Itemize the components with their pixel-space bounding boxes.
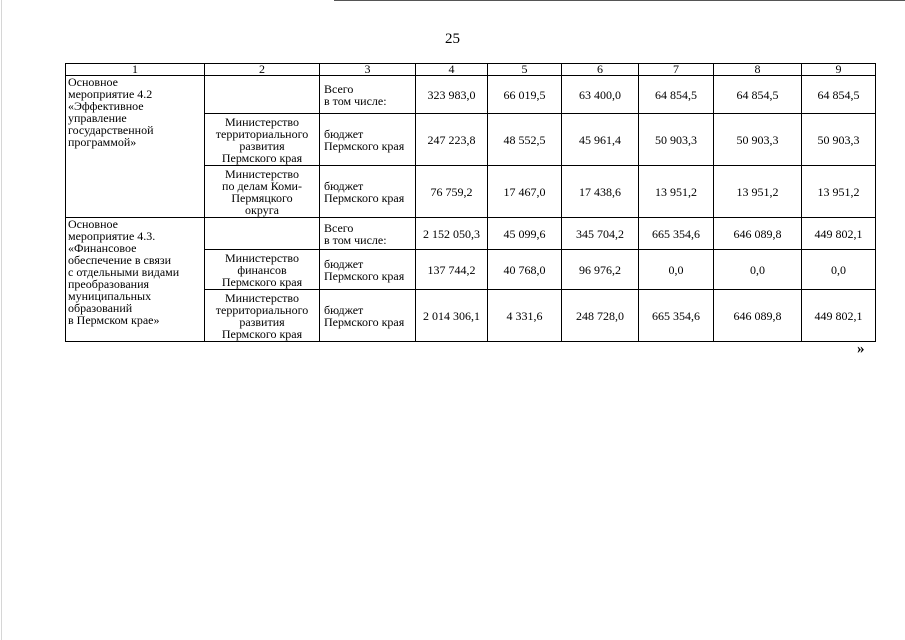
cell-line: Министерство (225, 114, 299, 129)
value-cell: 64 854,5 (802, 76, 876, 114)
cell-line: Всего (324, 81, 354, 96)
table-row (66, 218, 876, 250)
page-number: 25 (445, 31, 460, 47)
cell-line: территориального (215, 126, 309, 141)
value-cell: 2 014 306,1 (416, 290, 488, 342)
cell-line: в Пермском крае» (68, 313, 160, 327)
cell-line: Пермяцкого (231, 190, 293, 205)
cell-line: Министерство (225, 250, 299, 265)
cell-line: Пермского края (221, 274, 303, 289)
executor-cell (205, 76, 320, 114)
value-cell: 63 400,0 (562, 76, 639, 114)
cell-line: Пермского края (324, 314, 405, 329)
value-cell: 48 552,5 (488, 114, 562, 166)
value-cell: 40 768,0 (488, 250, 562, 290)
column-header: 6 (562, 64, 639, 76)
value-cell: 449 802,1 (802, 290, 876, 342)
cell-line: бюджет (324, 302, 364, 317)
cell-line: бюджет (324, 126, 364, 141)
cell-line: муниципальных (68, 289, 152, 303)
measure-cell (66, 218, 205, 342)
column-header: 8 (714, 64, 802, 76)
cell-line: развития (239, 314, 285, 329)
value-cell: 2 152 050,3 (416, 218, 488, 250)
cell-line: Пермского края (324, 190, 405, 205)
cell-line: с отдельными видами (68, 265, 180, 279)
column-header: 7 (639, 64, 714, 76)
value-cell: 76 759,2 (416, 166, 488, 218)
column-header: 9 (802, 64, 876, 76)
source-cell (320, 114, 416, 166)
value-cell: 66 019,5 (488, 76, 562, 114)
cell-line: Основное (68, 75, 118, 89)
cell-line: развития (239, 138, 285, 153)
value-cell: 449 802,1 (802, 218, 876, 250)
value-cell: 0,0 (639, 250, 714, 290)
value-cell: 665 354,6 (639, 290, 714, 342)
cell-line: управление (68, 111, 127, 125)
value-cell: 13 951,2 (802, 166, 876, 218)
cell-line: Пермского края (221, 326, 303, 341)
value-cell: 665 354,6 (639, 218, 714, 250)
cell-line: бюджет (324, 178, 364, 193)
budget-table (65, 63, 876, 342)
value-cell: 17 467,0 (488, 166, 562, 218)
cell-line: образований (68, 301, 133, 315)
value-cell: 248 728,0 (562, 290, 639, 342)
executor-cell (205, 114, 320, 166)
value-cell: 96 976,2 (562, 250, 639, 290)
cell-line: Министерство (225, 290, 299, 305)
cell-line: мероприятие 4.3. (68, 229, 156, 243)
column-header: 2 (205, 64, 320, 76)
column-header: 4 (416, 64, 488, 76)
cell-line: в том числе: (324, 93, 387, 108)
value-cell: 0,0 (714, 250, 802, 290)
measure-cell (66, 76, 205, 218)
scan-edge-line (1, 0, 2, 640)
source-cell (320, 250, 416, 290)
value-cell: 323 983,0 (416, 76, 488, 114)
cell-line: Пермского края (221, 150, 303, 165)
cell-line: по делам Коми- (222, 178, 302, 193)
executor-cell (205, 218, 320, 250)
value-cell: 64 854,5 (714, 76, 802, 114)
cell-line: в том числе: (324, 232, 387, 247)
closing-quote-mark: » (857, 341, 865, 357)
cell-line: Пермского края (324, 268, 405, 283)
cell-line: территориального (215, 302, 309, 317)
cell-line: мероприятие 4.2 (68, 87, 153, 101)
value-cell: 646 089,8 (714, 290, 802, 342)
table-row (66, 76, 876, 114)
value-cell: 13 951,2 (714, 166, 802, 218)
cell-line: преобразования (68, 277, 150, 291)
value-cell: 50 903,3 (639, 114, 714, 166)
value-cell: 13 951,2 (639, 166, 714, 218)
value-cell: 137 744,2 (416, 250, 488, 290)
value-cell: 45 961,4 (562, 114, 639, 166)
value-cell: 50 903,3 (714, 114, 802, 166)
value-cell: 345 704,2 (562, 218, 639, 250)
cell-line: обеспечение в связи (68, 253, 172, 267)
executor-cell (205, 250, 320, 290)
cell-line: «Эффективное (68, 99, 144, 113)
value-cell: 17 438,6 (562, 166, 639, 218)
source-cell (320, 76, 416, 114)
source-cell (320, 290, 416, 342)
cell-line: финансов (237, 262, 287, 277)
cell-line: Пермского края (324, 138, 405, 153)
cell-line: округа (245, 202, 279, 217)
value-cell: 646 089,8 (714, 218, 802, 250)
value-cell: 50 903,3 (802, 114, 876, 166)
value-cell: 4 331,6 (488, 290, 562, 342)
cell-line: бюджет (324, 256, 364, 271)
table-header-row (66, 64, 876, 76)
column-header: 1 (66, 64, 205, 76)
cell-line: Всего (324, 220, 354, 235)
executor-cell (205, 290, 320, 342)
source-cell (320, 166, 416, 218)
source-cell (320, 218, 416, 250)
cell-line: программой» (68, 135, 137, 149)
cell-line: Министерство (225, 166, 299, 181)
cell-line: государственной (68, 123, 154, 137)
value-cell: 45 099,6 (488, 218, 562, 250)
top-border-line (334, 0, 905, 1)
cell-line: Основное (68, 217, 118, 231)
column-header: 3 (320, 64, 416, 76)
cell-line: «Финансовое (68, 241, 137, 255)
value-cell: 0,0 (802, 250, 876, 290)
executor-cell (205, 166, 320, 218)
column-header: 5 (488, 64, 562, 76)
value-cell: 64 854,5 (639, 76, 714, 114)
value-cell: 247 223,8 (416, 114, 488, 166)
